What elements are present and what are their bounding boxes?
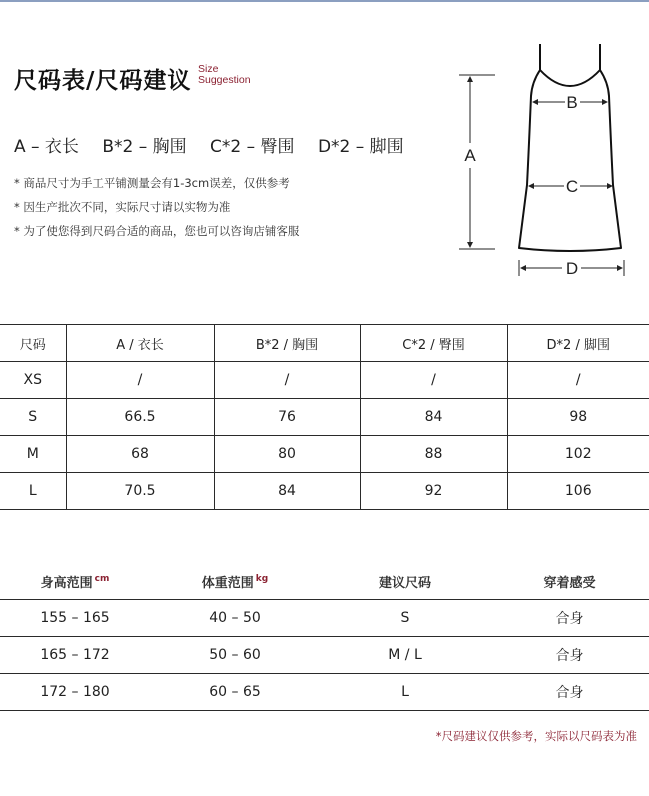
table-cell: L xyxy=(0,473,66,510)
table-cell: M / L xyxy=(320,637,490,674)
table-row xyxy=(0,399,649,436)
table-cell: 合身 xyxy=(490,674,649,711)
table-cell: 合身 xyxy=(490,600,649,637)
header-cell xyxy=(150,563,320,600)
label-a: A xyxy=(464,146,476,165)
table-cell: 172 – 180 xyxy=(0,674,150,711)
measurement-legend xyxy=(14,132,422,157)
table-cell: 165 – 172 xyxy=(0,637,150,674)
legend-d: D*2 – 脚围 xyxy=(317,137,404,157)
header-cell xyxy=(0,563,150,600)
dress-outline-icon xyxy=(519,44,621,251)
table-cell: 70.5 xyxy=(66,473,214,510)
unit-cm: cm xyxy=(94,573,110,584)
table-cell: 66.5 xyxy=(66,399,214,436)
header-cell: 穿着感受 xyxy=(490,563,649,600)
header-cell: B*2 / 胸围 xyxy=(214,325,360,362)
table-cell: 84 xyxy=(214,473,360,510)
table-cell: 合身 xyxy=(490,637,649,674)
table-cell: 76 xyxy=(214,399,360,436)
header-cell: 建议尺码 xyxy=(320,563,490,600)
subtitle-line-1: Size xyxy=(198,63,219,75)
page-title: 尺码表/尺码建议 xyxy=(14,68,192,94)
table-cell: M xyxy=(0,436,66,473)
fit-table-header xyxy=(0,563,649,600)
table-cell: 40 – 50 xyxy=(150,600,320,637)
legend-a: A – 衣长 xyxy=(14,137,79,157)
table-row xyxy=(0,362,649,399)
table-row xyxy=(0,436,649,473)
page-subtitle xyxy=(198,64,251,86)
fit-suggestion-table xyxy=(0,563,649,711)
note-2: * 因生产批次不同，实际尺寸请以实物为准 xyxy=(14,200,231,214)
table-cell: XS xyxy=(0,362,66,399)
note-1: * 商品尺寸为手工平铺测量会有1-3cm误差，仅供参考 xyxy=(14,176,290,190)
footnote: *尺码建议仅供参考，实际以尺码表为准 xyxy=(435,729,637,743)
table-cell: 84 xyxy=(360,399,507,436)
label-b: B xyxy=(566,93,578,112)
table-cell: 80 xyxy=(214,436,360,473)
table-cell: 50 – 60 xyxy=(150,637,320,674)
size-table-header xyxy=(0,325,649,362)
header-cell: D*2 / 脚围 xyxy=(507,325,649,362)
table-cell: / xyxy=(360,362,507,399)
label-d: D xyxy=(565,259,579,278)
header-height: 身高范围 xyxy=(40,575,93,591)
table-cell: 68 xyxy=(66,436,214,473)
label-c: C xyxy=(565,177,579,196)
table-row xyxy=(0,637,649,674)
table-cell: 92 xyxy=(360,473,507,510)
table-cell: S xyxy=(320,600,490,637)
table-cell: / xyxy=(214,362,360,399)
table-cell: / xyxy=(66,362,214,399)
note-3: * 为了使您得到尺码合适的商品，您也可以咨询店铺客服 xyxy=(14,224,300,238)
size-table xyxy=(0,324,649,510)
table-cell: 60 – 65 xyxy=(150,674,320,711)
legend-c: C*2 – 臀围 xyxy=(210,137,295,157)
header-cell: A / 衣长 xyxy=(66,325,214,362)
top-border xyxy=(0,0,649,2)
table-cell: 106 xyxy=(507,473,649,510)
unit-kg: kg xyxy=(255,573,269,584)
dress-diagram xyxy=(455,40,640,285)
table-cell: L xyxy=(320,674,490,711)
header-cell: 尺码 xyxy=(0,325,66,362)
table-cell: 102 xyxy=(507,436,649,473)
table-row xyxy=(0,600,649,637)
table-cell: 155 – 165 xyxy=(0,600,150,637)
table-cell: 88 xyxy=(360,436,507,473)
table-cell: 98 xyxy=(507,399,649,436)
header-cell: C*2 / 臀围 xyxy=(360,325,507,362)
subtitle-line-2: Suggestion xyxy=(198,74,251,86)
header-weight: 体重范围 xyxy=(201,575,254,591)
table-row xyxy=(0,674,649,711)
table-cell: S xyxy=(0,399,66,436)
legend-b: B*2 – 胸围 xyxy=(102,137,187,157)
table-cell: / xyxy=(507,362,649,399)
table-row xyxy=(0,473,649,510)
